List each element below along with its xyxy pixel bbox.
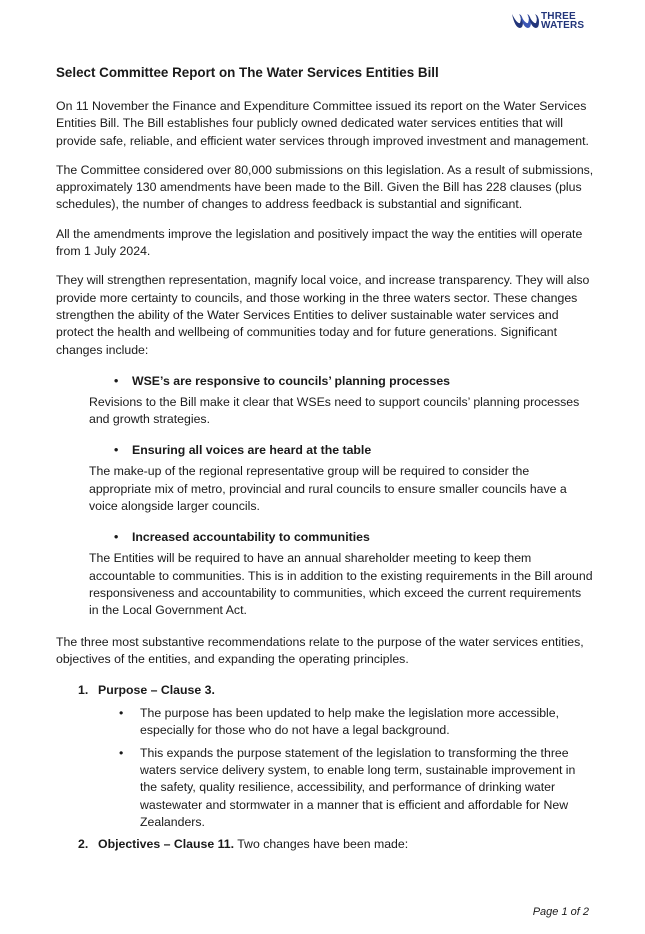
item-number: 2. xyxy=(78,837,89,852)
bullet-icon: • xyxy=(114,443,119,458)
three-waters-logo xyxy=(511,9,591,33)
change-text: The Entities will be required to have an annual shareholder meeting to keep them accountable to communities. This is in addition to the existing requirements in the Bill around responsiveness and accountability to communities, which exceed the current requirements in the Local Government Act. xyxy=(89,551,593,618)
waves-icon xyxy=(511,12,539,30)
item-title: Purpose – Clause 3. xyxy=(98,683,215,698)
paragraph-3: All the amendments improve the legislation and positively impact the way the entities will operate from 1 July 2024. xyxy=(56,226,583,259)
numbered-item xyxy=(56,836,594,853)
change-text: The make-up of the regional representative group will be required to consider the appropriate mix of metro, provincial and rural councils to ensure smaller councils have a voice alongside larger councils. xyxy=(89,464,567,514)
item-rest: Two changes have been made: xyxy=(234,837,409,852)
paragraph-2: The Committee considered over 80,000 submissions on this legislation. As a result of submissions, approximately 130 amendments have been made to the Bill. Given the Bill has 228 clauses (plus schedules), the number of changes to address feedback is substantial and significant. xyxy=(56,162,594,212)
paragraph-1: On 11 November the Finance and Expenditure Committee issued its report on the Water Services Entities Bill. The Bill establishes four publicly owned dedicated water services entities that will provide safe, reliable, and efficient water services through improved investment and management. xyxy=(56,99,589,148)
item-number: 1. xyxy=(78,683,89,698)
change-text: Revisions to the Bill make it clear that WSEs need to support councils’ planning processes and growth strategies. xyxy=(89,394,580,427)
sub-bullet xyxy=(119,745,594,831)
item-title: Objectives – Clause 11. xyxy=(98,837,235,852)
bullet-icon: • xyxy=(119,745,124,760)
bullet-icon: • xyxy=(114,530,119,545)
change-item xyxy=(56,529,594,619)
bullet-icon: • xyxy=(114,373,119,388)
change-heading: Ensuring all voices are heard at the table xyxy=(132,443,372,458)
numbered-item xyxy=(56,682,594,831)
sub-bullet-text: The purpose has been updated to help make the legislation more accessible, especially for those who do not have a legal background. xyxy=(140,706,560,738)
change-item xyxy=(56,442,594,515)
document-body xyxy=(56,64,594,853)
change-heading: Increased accountability to communities xyxy=(132,530,370,545)
sub-bullet xyxy=(119,705,594,740)
bullet-icon: • xyxy=(119,706,124,721)
page-title: Select Committee Report on The Water Services Entities Bill xyxy=(56,65,439,80)
logo-line-2: WATERS xyxy=(541,20,585,31)
logo-line-1: THREE xyxy=(541,11,576,22)
change-item xyxy=(56,373,594,429)
page-number: Page 1 of 2 xyxy=(532,906,589,918)
sub-bullet-text: This expands the purpose statement of the legislation to transforming the three waters service delivery system, to enable long term, sustainable improvement in the safety, quality resilience, accessibility, and performance of drinking water wastewater and stormwater in a manner that is efficient and affordable for New Zealanders. xyxy=(140,745,576,829)
paragraph-4: They will strengthen representation, magnify local voice, and increase transparency. They will also provide more certainty to councils, and those working in the three waters sector. These changes strengthen the ability of the Water Services Entities to deliver sustainable water services and protect the health and wellbeing of communities today and for future generations. Significant changes include: xyxy=(56,273,590,357)
logo-wordmark xyxy=(541,12,584,30)
recommendations-intro: The three most substantive recommendations relate to the purpose of the water services entities, objectives of the entities, and expanding the operating principles. xyxy=(56,634,584,666)
change-heading: WSE’s are responsive to councils’ planning processes xyxy=(132,373,451,388)
